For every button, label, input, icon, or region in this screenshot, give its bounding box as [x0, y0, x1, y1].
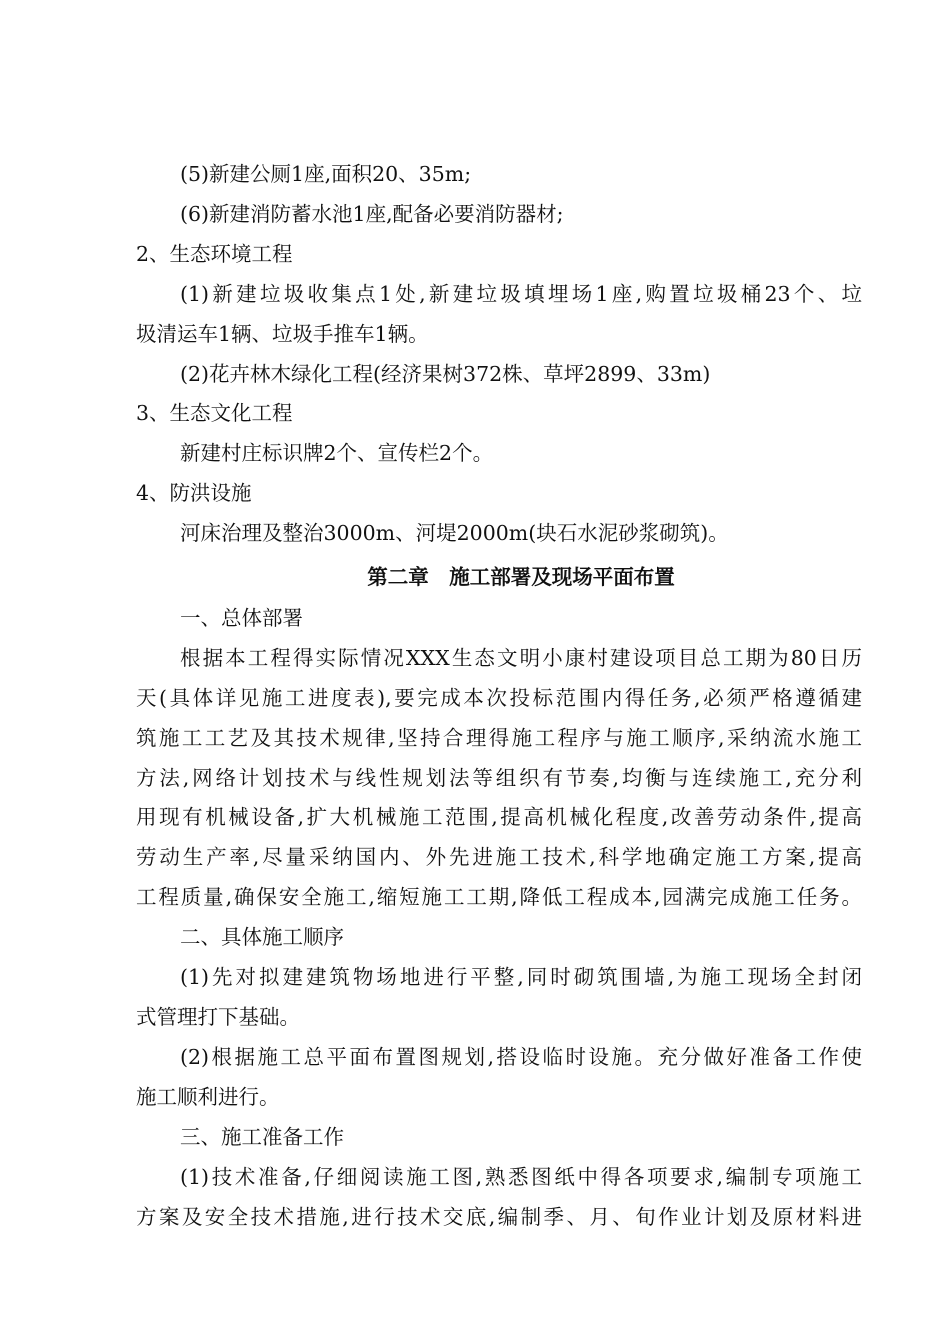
text-line: (5)新建公厕1座,面积20、35m;: [180, 162, 472, 186]
text-line: 施工顺利进行。: [136, 1085, 280, 1109]
text-line: 筑施工工艺及其技术规律,坚持合理得施工程序与施工顺序,采纳流水施工: [136, 726, 862, 750]
text-line: (1)新建垃圾收集点1处,新建垃圾填埋场1座,购置垃圾桶23个、垃: [180, 282, 862, 306]
text-line: 方法,网络计划技术与线性规划法等组织有节奏,均衡与连续施工,充分利: [136, 766, 862, 790]
text-line: 天(具体详见施工进度表),要完成本次投标范围内得任务,必须严格遵循建: [136, 686, 862, 710]
text-line: (2)根据施工总平面布置图规划,搭设临时设施。充分做好准备工作使: [180, 1045, 862, 1069]
text-line: 河床治理及整治3000m、河堤2000m(块石水泥砂浆砌筑)。: [180, 521, 729, 545]
text-line: (6)新建消防蓄水池1座,配备必要消防器材;: [180, 202, 564, 226]
text-line: (1)先对拟建建筑物场地进行平整,同时砌筑围墙,为施工现场全封闭: [180, 965, 862, 989]
section-heading: 2、生态环境工程: [136, 242, 293, 266]
text-line: 用现有机械设备,扩大机械施工范围,提高机械化程度,改善劳动条件,提高: [136, 805, 862, 829]
text-line: 方案及安全技术措施,进行技术交底,编制季、月、旬作业计划及原材料进: [136, 1205, 862, 1229]
chapter-title: 第二章 施工部署及现场平面布置: [367, 565, 675, 589]
text-line: 工程质量,确保安全施工,缩短施工工期,降低工程成本,园满完成施工任务。: [136, 885, 862, 909]
section-heading: 4、防洪设施: [136, 481, 252, 505]
text-line: 劳动生产率,尽量采纳国内、外先进施工技术,科学地确定施工方案,提高: [136, 845, 862, 869]
section-heading: 3、生态文化工程: [136, 401, 293, 425]
text-line: 圾清运车1辆、垃圾手推车1辆。: [136, 322, 429, 346]
text-line: 式管理打下基础。: [136, 1005, 300, 1029]
text-line: 根据本工程得实际情况XXX生态文明小康村建设项目总工期为80日历: [180, 646, 862, 670]
section-heading: 三、施工准备工作: [180, 1125, 344, 1149]
text-line: (2)花卉林木绿化工程(经济果树372株、草坪2899、33m): [180, 362, 711, 386]
text-line: (1)技术准备,仔细阅读施工图,熟悉图纸中得各项要求,编制专项施工: [180, 1165, 862, 1189]
section-heading: 一、总体部署: [180, 606, 303, 630]
section-heading: 二、具体施工顺序: [180, 925, 344, 949]
text-line: 新建村庄标识牌2个、宣传栏2个。: [180, 441, 494, 465]
